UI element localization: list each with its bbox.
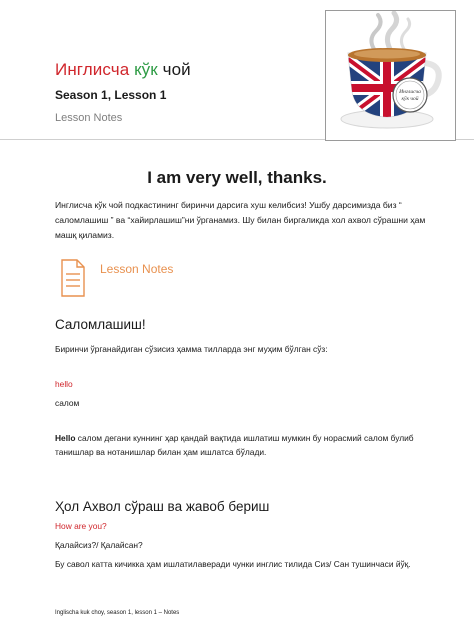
- tea-cup-logo-icon: [326, 11, 455, 140]
- brand-word-2: кўк: [134, 60, 158, 79]
- header-subtitle: Lesson Notes: [55, 112, 123, 124]
- section-heading-how-are-you: Ҳол Ахвол сўраш ва жавоб бериш: [55, 499, 270, 514]
- greetings-intro: Биринчи ўрганайдиган сўзисиз ҳамма тилларда энг муҳим бўлган сўз:: [55, 344, 328, 354]
- season-lesson: Season 1, Lesson 1: [55, 88, 167, 102]
- lesson-title: I am very well, thanks.: [147, 168, 327, 187]
- section-heading-greetings: Саломлашиш!: [55, 317, 146, 332]
- logo: [325, 10, 456, 141]
- document-icon: [60, 258, 86, 298]
- lesson-notes-label: Lesson Notes: [100, 262, 174, 276]
- word-uzbek: салом: [55, 398, 80, 408]
- hello-bold-word: Hello: [55, 433, 76, 443]
- intro-paragraph: Инглисча кўк чой подкастининг биринчи дарсига хуш келибсиз! Ушбу дарсимизда биз “ саломлашиш ” ва “хайирлашиш”ни ўрганамиз. Шу билан биргаликда хол ахвол сўрашни ҳам машқ қиламиз.: [55, 200, 426, 240]
- how-are-you-explanation: Бу савол катта кичикка ҳам ишлатилаверади чунки инглис тилида Сиз/ Сан тушинчаси йўқ.: [55, 559, 411, 569]
- word-english: hello: [55, 379, 73, 389]
- brand-word-1: Инглисча: [55, 60, 130, 79]
- logo-text-line-2: кўк чой: [401, 96, 419, 102]
- question-english: How are you?: [55, 521, 107, 531]
- question-uzbek: Қалайсиз?/ Қалайсан?: [55, 540, 143, 550]
- hello-description: салом дегани куннинг ҳар қандай вақтида ишлатиш мумкин бу норасмий салом булиб танишлар ва нотанишлар билан ҳам ишлатса бўлади.: [55, 433, 414, 457]
- hello-explanation: [55, 431, 427, 459]
- brand-word-3: чой: [162, 60, 191, 79]
- page-footer: Inglischa kuk choy, season 1, lesson 1 – Notes: [55, 610, 180, 616]
- brand-title: [55, 60, 191, 80]
- logo-text-line-1: Инглисча: [399, 89, 421, 95]
